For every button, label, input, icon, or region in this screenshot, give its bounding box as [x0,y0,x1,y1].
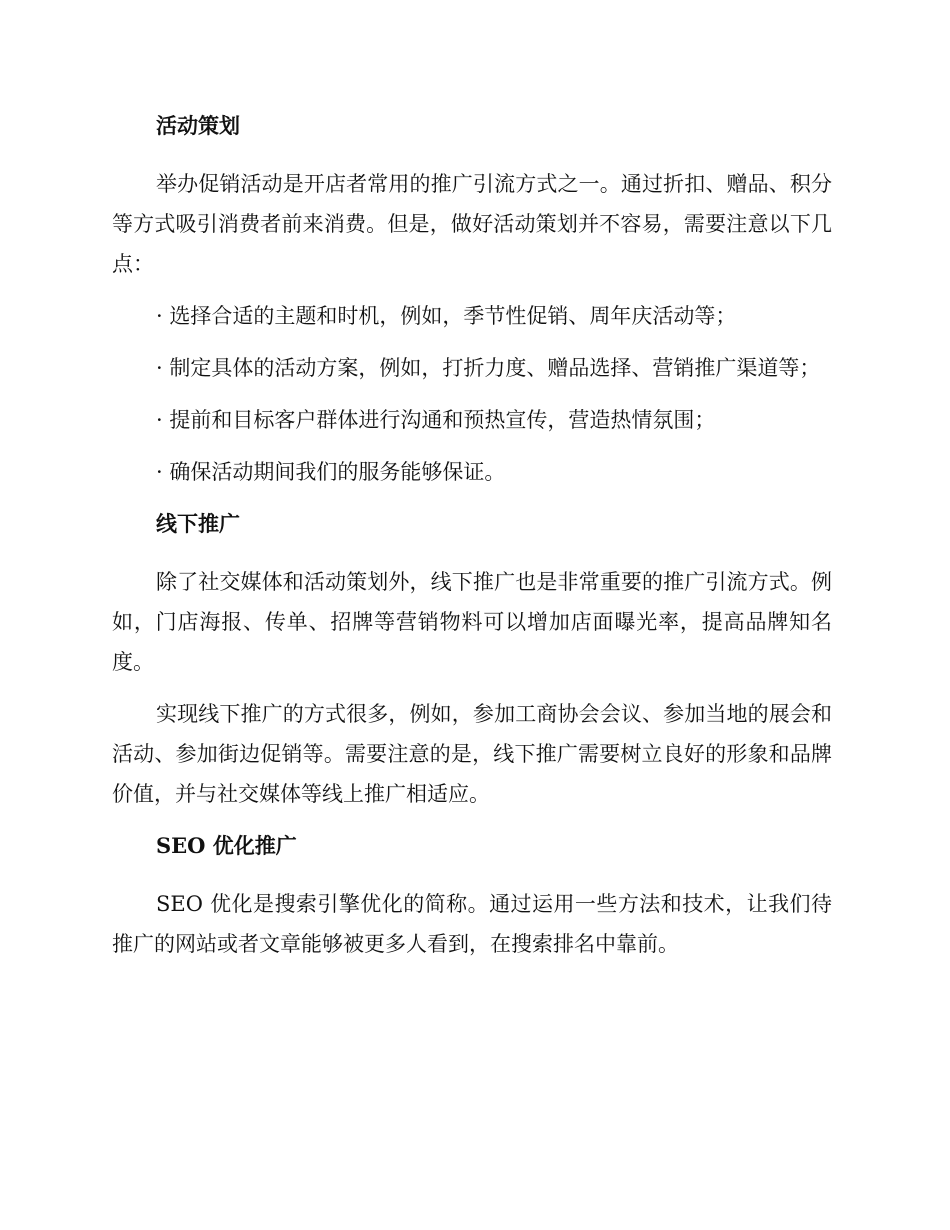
bullet-dot: · [156,408,163,432]
section-heading-activity-planning: 活动策划 [156,113,240,138]
bullet-item [112,348,832,388]
section-heading-seo-promotion: SEO 优化推广 [156,833,297,858]
bullet-text: 确保活动期间我们的服务能够保证。 [169,460,506,484]
paragraph: 实现线下推广的方式很多，例如，参加工商协会会议、参加当地的展会和活动、参加街边促销等。需要注意的是，线下推广需要树立良好的形象和品牌价值，并与社交媒体等线上推广相适应。 [112,702,832,806]
bullet-dot: · [156,460,163,484]
paragraph: SEO 优化是搜索引擎优化的简称。通过运用一些方法和技术，让我们待推广的网站或者文章能够被更多人看到，在搜索排名中靠前。 [112,892,832,956]
paragraph: 除了社交媒体和活动策划外，线下推广也是非常重要的推广引流方式。例如，门店海报、传单、招牌等营销物料可以增加店面曝光率，提高品牌知名度。 [112,570,832,674]
bullet-dot: · [156,304,163,328]
document-page [112,106,832,976]
paragraph: 举办促销活动是开店者常用的推广引流方式之一。通过折扣、赠品、积分等方式吸引消费者前来消费。但是，做好活动策划并不容易，需要注意以下几点： [112,172,832,276]
bullet-text: 制定具体的活动方案，例如，打折力度、赠品选择、营销推广渠道等； [169,356,821,380]
bullet-item [112,452,832,492]
section-heading-offline-promotion: 线下推广 [156,511,240,536]
bullet-item [112,296,832,336]
bullet-text: 选择合适的主题和时机，例如，季节性促销、周年庆活动等； [169,304,737,328]
bullet-text: 提前和目标客户群体进行沟通和预热宣传，营造热情氛围； [169,408,716,432]
bullet-dot: · [156,356,163,380]
bullet-item [112,400,832,440]
